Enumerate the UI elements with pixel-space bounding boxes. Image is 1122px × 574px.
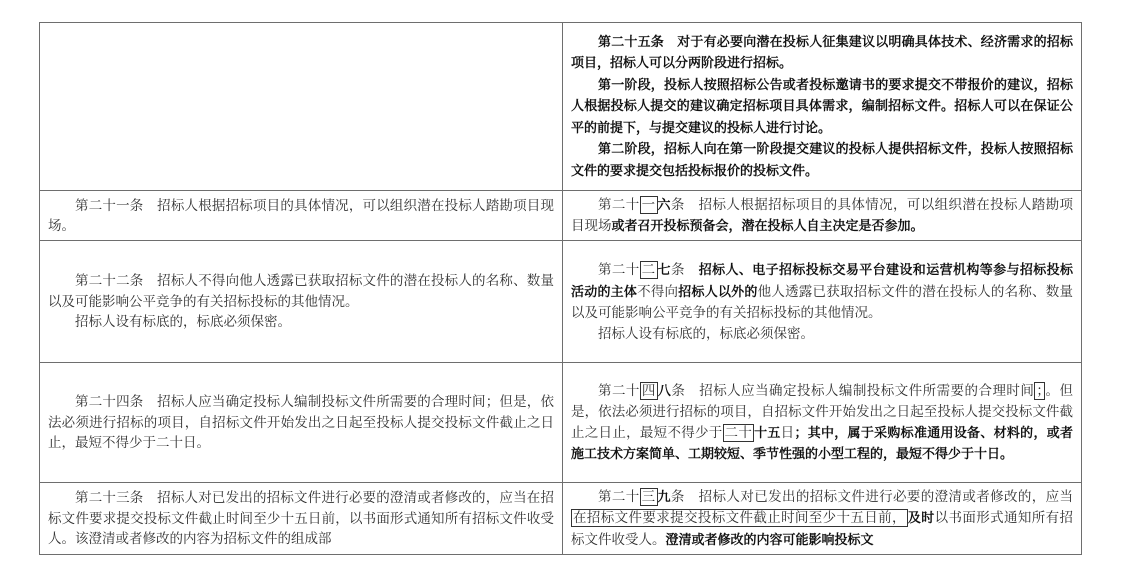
deleted-text-mark: 三 (641, 488, 656, 505)
clause-text: 第二十 (598, 382, 640, 399)
clause-text: 第二十 (598, 262, 640, 278)
clause-text: 。但是，依法必须进行招标的项目，自招标文件开始发出之日起至投标人提交投标文件截止之日止，最短不得少于 (571, 382, 1074, 441)
old-text-cell (40, 23, 563, 191)
deleted-text-mark: 二十 (724, 424, 753, 441)
table-row (40, 191, 1082, 241)
clause-paragraph (571, 260, 1073, 324)
added-text: 九 (657, 489, 671, 505)
clause-paragraph (48, 196, 554, 237)
table-row (40, 363, 1082, 483)
added-text: 招标人以外的 (678, 284, 758, 300)
clause-paragraph (571, 195, 1073, 238)
deleted-text-mark: 四 (641, 382, 656, 399)
clause-text: 第二十 (598, 196, 640, 213)
added-text: 或者召开投标预备会，潜在投标人自主决定是否参加。 (611, 219, 924, 234)
clause-text: 第二十四条 招标人应当确定投标人编制投标文件所需要的合理时间；但是，依法必须进行招标的项目，自招标文件开始发出之日起至投标人提交投标文件截止之日止，最短不得少于二十日。 (48, 394, 554, 452)
deleted-text-mark: 一 (641, 196, 656, 213)
clause-paragraph (571, 487, 1073, 552)
added-text: ；其中，属于采购标准通用设备、材料的，或者施工技术方案简单、工期较短、季节性强的小型工程的，最短不得少于十日。 (571, 425, 1073, 462)
clause-text: 以书面形式通知所有招标文件收受人。 (571, 510, 1073, 548)
added-text: 第一阶段，投标人按照招标公告或者投标邀请书的要求提交不带报价的建议，招标人根据投标人提交的建议确定招标项目具体需求，编制招标文件。招标人可以在保证公平的前提下，与提交建议的投标人进行讨论。 (571, 77, 1073, 136)
new-text-cell (563, 483, 1082, 555)
new-text-cell (563, 363, 1082, 483)
amendment-comparison-table (39, 22, 1082, 555)
added-text: 八 (657, 383, 672, 399)
clause-text: 招标人设有标底的，标底必须保密。 (75, 314, 291, 331)
clause-paragraph (571, 324, 1073, 345)
old-text-cell (40, 191, 563, 241)
clause-paragraph (571, 75, 1073, 140)
table-row (40, 483, 1082, 555)
clause-text: 条 (670, 262, 699, 278)
clause-text: 条 招标人对已发出的招标文件进行必要的澄清或者修改的，应当 (670, 488, 1074, 505)
added-text: 及时 (907, 511, 935, 527)
added-text: 第二十五条 对于有必要向潜在投标人征集建议以明确具体技术、经济需求的招标项目，招标人可以分两阶段进行招标。 (571, 34, 1073, 72)
added-text: 十五 (754, 425, 781, 441)
new-text-cell (563, 191, 1082, 241)
deleted-text-mark: 在招标文件要求提交投标文件截止时间至少十五日前， (573, 510, 906, 527)
clause-text: 第二十二条 招标人不得向他人透露已获取招标文件的潜在投标人的名称、数量以及可能影响公平竞争的有关招标投标的其他情况。 (48, 273, 554, 310)
clause-text: 条 招标人应当确定投标人编制投标文件所需要的合理时间 (671, 382, 1035, 399)
clause-paragraph (571, 32, 1073, 75)
new-text-cell (563, 23, 1082, 191)
table-row (40, 23, 1082, 191)
clause-text: 不得向 (637, 283, 679, 300)
old-text-cell (40, 363, 563, 483)
clause-text: 第二十一条 招标人根据招标项目的具体情况，可以组织潜在投标人踏勘项目现场。 (48, 197, 554, 234)
table-row (40, 241, 1082, 363)
clause-paragraph (48, 392, 554, 454)
old-text-cell (40, 483, 563, 555)
clause-paragraph (571, 139, 1073, 182)
clause-text: 第二十三条 招标人对已发出的招标文件进行必要的澄清或者修改的，应当在招标文件要求提交投标文件截止时间至少十五日前，以书面形式通知所有招标文件收受人。该澄清或者修改的内容为招标文件的组成部 (48, 490, 554, 548)
old-text-cell (40, 241, 563, 363)
comparison-table (39, 22, 1080, 555)
clause-text: 第二十 (598, 488, 640, 505)
added-text: 七 (657, 263, 671, 278)
clause-paragraph (48, 271, 554, 312)
clause-text: 日 (780, 424, 795, 441)
clause-paragraph (48, 312, 554, 333)
clause-text: 条 招标人根据招标项目的具体情况，可以组织潜在投标人踏勘项目现场 (571, 196, 1074, 234)
clause-text: 他人透露已获取招标文件的潜在投标人的名称、数量以及可能影响公平竞争的有关招标投标的其他情况。 (571, 283, 1073, 321)
added-text: 第二阶段，招标人向在第一阶段提交建议的投标人提供招标文件，投标人按照招标文件的要求提交包括投标报价的投标文件。 (571, 142, 1073, 179)
added-text: 六 (657, 197, 671, 213)
clause-paragraph (571, 381, 1073, 466)
clause-text: 招标人设有标底的，标底必须保密。 (598, 325, 814, 342)
deleted-text-mark: 二 (641, 262, 656, 278)
added-text: 招标人、电子招标投标交易平台建设和运营机构等参与招标投标活动的主体 (571, 263, 1074, 300)
new-text-cell (563, 241, 1082, 363)
deleted-text-mark: ； (1036, 382, 1044, 399)
clause-paragraph (48, 488, 554, 550)
added-text: 澄清或者修改的内容可能影响投标文 (665, 532, 874, 548)
